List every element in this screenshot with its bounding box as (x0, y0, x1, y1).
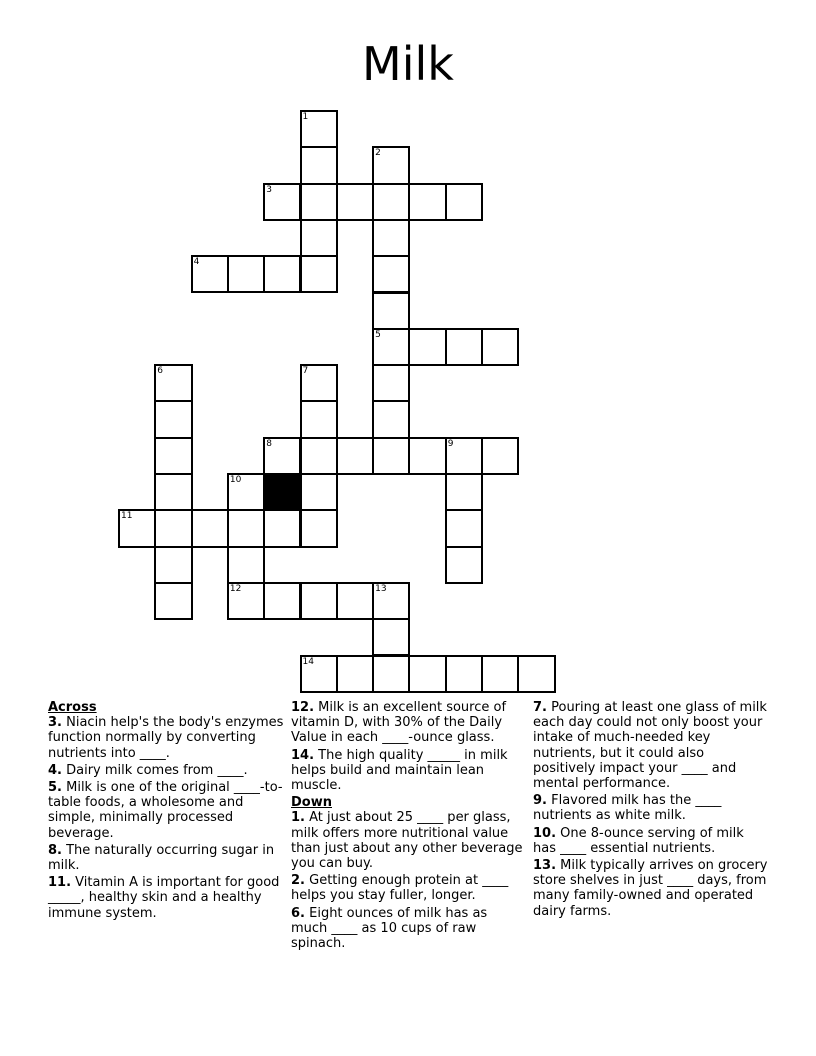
grid-cell[interactable] (263, 509, 301, 547)
clue-label: 9. (533, 793, 547, 809)
grid-cell[interactable] (118, 509, 156, 547)
grid-cell[interactable] (154, 437, 192, 475)
clues-column-3 (533, 700, 769, 921)
clue-number: 2 (375, 148, 381, 159)
clue-item (533, 793, 769, 823)
grid-cell[interactable] (227, 509, 265, 547)
grid-cell[interactable] (154, 473, 192, 511)
grid-cell[interactable] (336, 183, 374, 221)
clue-item (291, 700, 527, 746)
grid-cell[interactable] (227, 473, 265, 511)
clue-label: 6. (291, 905, 305, 921)
grid-cell[interactable] (517, 655, 555, 693)
clue-item (533, 700, 769, 791)
clue-number: 1 (302, 112, 309, 122)
grid-cell[interactable] (300, 110, 338, 148)
clue-item (533, 826, 769, 856)
clue-label: 10. (533, 825, 557, 841)
clue-text: The naturally occurring sugar in milk. (48, 842, 275, 874)
clue-text: At just about 25 ____ per glass, milk offers more nutritional value than just about any other beverage you can buy. (291, 810, 523, 872)
clue-number: 7 (302, 366, 309, 377)
grid-cell[interactable] (481, 328, 519, 366)
grid-cell[interactable] (445, 328, 483, 366)
grid-cell[interactable] (372, 219, 410, 257)
across-heading: Across (48, 700, 97, 715)
clue-number: 4 (193, 257, 200, 268)
grid-cell[interactable] (408, 183, 446, 221)
puzzle-title: Milk (362, 37, 454, 91)
grid-cell[interactable] (372, 618, 410, 656)
grid-cell[interactable] (445, 546, 483, 584)
clue-label: 1. (291, 810, 305, 826)
clue-text: Pouring at least one glass of milk each day could not only boost your intake of much-needed key nutrients, but it could also positively impact your ____ and mental performance. (533, 700, 767, 792)
grid-cell[interactable] (445, 437, 483, 475)
grid-cell[interactable] (336, 437, 374, 475)
clue-label: 8. (48, 842, 62, 858)
clue-item (48, 763, 284, 778)
clue-label: 13. (533, 858, 557, 874)
clues-column-2 (291, 700, 527, 953)
clue-number: 12 (229, 583, 242, 594)
grid-cell[interactable] (227, 582, 265, 620)
clue-text: Eight ounces of milk has as much ____ as 10 cups of raw spinach. (291, 905, 488, 952)
grid-cell[interactable] (300, 146, 338, 184)
grid-cell[interactable] (372, 328, 410, 366)
clue-text: Vitamin A is important for good _____, healthy skin and a healthy immune system. (48, 875, 280, 921)
clue-label: 4. (48, 762, 62, 778)
grid-cell[interactable] (445, 183, 483, 221)
clue-text: One 8-ounce serving of milk has ____ essential nutrients. (533, 825, 744, 856)
grid-cell[interactable] (372, 655, 410, 693)
grid-cell[interactable] (300, 473, 338, 511)
grid-cell[interactable] (191, 255, 229, 293)
clue-label: 11. (48, 875, 72, 891)
grid-cell[interactable] (263, 437, 301, 475)
grid-cell[interactable] (408, 328, 446, 366)
clue-number: 14 (302, 656, 314, 667)
clue-text: The high quality _____ in milk helps build and maintain lean muscle. (291, 747, 508, 794)
grid-cell[interactable] (154, 364, 192, 402)
down-heading: Down (291, 795, 332, 811)
clue-label: 12. (291, 700, 315, 715)
grid-cell[interactable] (300, 255, 338, 293)
grid-cell[interactable] (300, 509, 338, 547)
clue-item (291, 810, 527, 871)
grid-cell[interactable] (408, 437, 446, 475)
grid-block (263, 473, 301, 511)
grid-cell[interactable] (481, 655, 519, 693)
clue-number: 6 (157, 366, 164, 377)
clue-number: 5 (375, 329, 381, 340)
clue-label: 14. (291, 747, 315, 763)
grid-cell[interactable] (263, 255, 301, 293)
clue-item (48, 715, 284, 761)
grid-cell[interactable] (154, 582, 192, 620)
clue-item (48, 875, 284, 921)
clue-number: 11 (121, 511, 133, 522)
clue-item (533, 858, 769, 919)
clue-number: 8 (266, 438, 272, 449)
grid-cell[interactable] (227, 255, 265, 293)
grid-cell[interactable] (154, 546, 192, 584)
grid-cell[interactable] (263, 582, 301, 620)
grid-cell[interactable] (300, 219, 338, 257)
grid-cell[interactable] (372, 255, 410, 293)
clue-item (48, 780, 284, 841)
clue-number: 9 (447, 438, 454, 449)
grid-cell[interactable] (372, 292, 410, 330)
grid-cell[interactable] (408, 655, 446, 693)
grid-cell[interactable] (372, 437, 410, 475)
clue-text: Milk is an excellent source of vitamin D, with 30% of the Daily Value in each ____-ounce glass. (291, 700, 507, 746)
grid-cell[interactable] (372, 183, 410, 221)
clue-item (48, 843, 284, 873)
clue-label: 3. (48, 715, 62, 731)
clue-text: Getting enough protein at ____ helps you stay fuller, longer. (291, 873, 509, 904)
grid-cell[interactable] (445, 509, 483, 547)
grid-cell[interactable] (154, 509, 192, 547)
grid-cell[interactable] (372, 364, 410, 402)
clue-label: 7. (533, 700, 547, 715)
grid-cell[interactable] (300, 655, 338, 693)
grid-cell[interactable] (372, 400, 410, 438)
grid-cell[interactable] (263, 183, 301, 221)
grid-cell[interactable] (227, 546, 265, 584)
grid-cell[interactable] (191, 509, 229, 547)
grid-cell[interactable] (300, 582, 338, 620)
clue-label: 5. (48, 780, 62, 796)
clues-column-1 (48, 700, 284, 923)
clue-text: Dairy milk comes from ____. (61, 762, 248, 778)
clue-text: Milk typically arrives on grocery store shelves in just ____ days, from many family-owned and operated dairy farms. (533, 858, 768, 919)
clue-item (291, 748, 527, 794)
clue-number: 10 (229, 475, 242, 485)
grid-cell[interactable] (372, 146, 410, 184)
clue-item (291, 873, 527, 903)
clue-text: Niacin help's the body's enzymes function normally by converting nutrients into ____. (48, 715, 284, 761)
grid-cell[interactable] (445, 473, 483, 511)
clue-text: Flavored milk has the ____ nutrients as white milk. (533, 793, 722, 824)
grid-cell[interactable] (300, 364, 338, 402)
grid-cell[interactable] (336, 582, 374, 620)
grid-cell[interactable] (300, 437, 338, 475)
grid-cell[interactable] (372, 582, 410, 620)
grid-cell[interactable] (300, 400, 338, 438)
grid-cell[interactable] (336, 655, 374, 693)
clue-item (291, 906, 527, 952)
grid-cell[interactable] (154, 400, 192, 438)
grid-cell[interactable] (300, 183, 338, 221)
clue-number: 13 (375, 583, 387, 594)
clue-number: 3 (266, 184, 272, 195)
clue-label: 2. (291, 873, 305, 889)
grid-cell[interactable] (481, 437, 519, 475)
grid-cell[interactable] (445, 655, 483, 693)
clue-text: Milk is one of the original ____-to-table foods, a wholesome and simple, minimally processed beverage. (48, 780, 283, 841)
